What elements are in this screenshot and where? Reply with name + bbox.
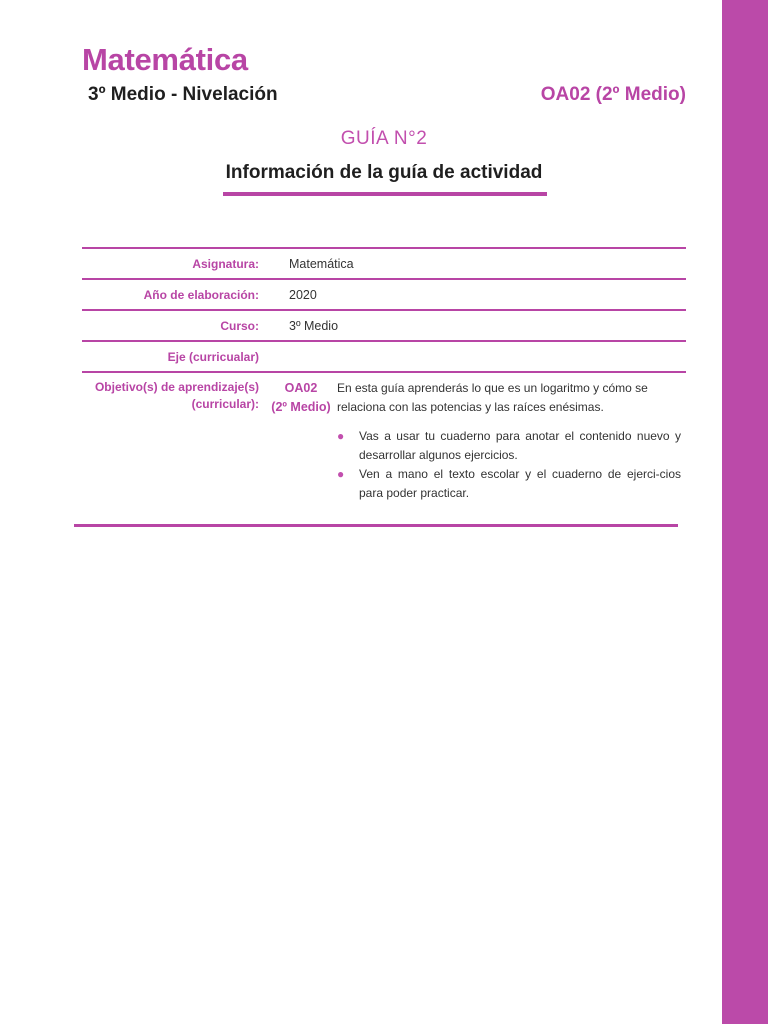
objective-oa bbox=[265, 379, 337, 417]
objective-text bbox=[337, 379, 681, 503]
bullet-text: Vas a usar tu cuaderno para anotar el contenido nuevo y desarrollar algunos ejercicios. bbox=[359, 429, 681, 462]
row-value: 2020 bbox=[289, 287, 317, 302]
bullet-text: Ven a mano el texto escolar y el cuaderno de ejerci-cios para poder practicar. bbox=[359, 467, 681, 500]
table-row-objective bbox=[82, 371, 686, 517]
row-label: Curso: bbox=[220, 318, 259, 333]
table-bottom-rule bbox=[74, 524, 678, 527]
objective-oa-line1: OA02 bbox=[284, 381, 318, 395]
subject-title: Matemática bbox=[82, 42, 248, 77]
row-value: 3º Medio bbox=[289, 318, 339, 333]
objective-label bbox=[82, 379, 265, 413]
oa-code: OA02 (2º Medio) bbox=[540, 84, 686, 105]
info-table bbox=[82, 247, 686, 517]
table-row-axis bbox=[82, 340, 686, 371]
objective-oa-line2: (2º Medio) bbox=[271, 400, 331, 414]
row-label: Año de elaboración: bbox=[143, 287, 259, 302]
table-row-year bbox=[82, 278, 686, 309]
table-row-course bbox=[82, 309, 686, 340]
objective-bullet-list bbox=[337, 427, 681, 503]
title-underline bbox=[223, 192, 547, 196]
list-item bbox=[337, 427, 681, 465]
guide-number: GUÍA N°2 bbox=[340, 128, 428, 149]
course-level: 3º Medio - Nivelación bbox=[88, 84, 278, 105]
side-color-bar bbox=[722, 0, 768, 1024]
bullet-dot-icon: ● bbox=[337, 467, 345, 481]
objective-label-line2: (curricular): bbox=[191, 397, 259, 411]
row-label: Asignatura: bbox=[192, 256, 259, 271]
row-value: Matemática bbox=[289, 256, 354, 271]
table-row-subject bbox=[82, 247, 686, 278]
objective-description: En esta guía aprenderás lo que es un logaritmo y cómo se relaciona con las potencias y las raíces enésimas. bbox=[337, 381, 648, 414]
row-label: Eje (curricualar) bbox=[167, 349, 259, 364]
list-item bbox=[337, 465, 681, 503]
objective-label-line1: Objetivo(s) de aprendizaje(s) bbox=[94, 380, 259, 394]
bullet-dot-icon: ● bbox=[337, 429, 345, 443]
section-title: Información de la guía de actividad bbox=[225, 162, 543, 183]
